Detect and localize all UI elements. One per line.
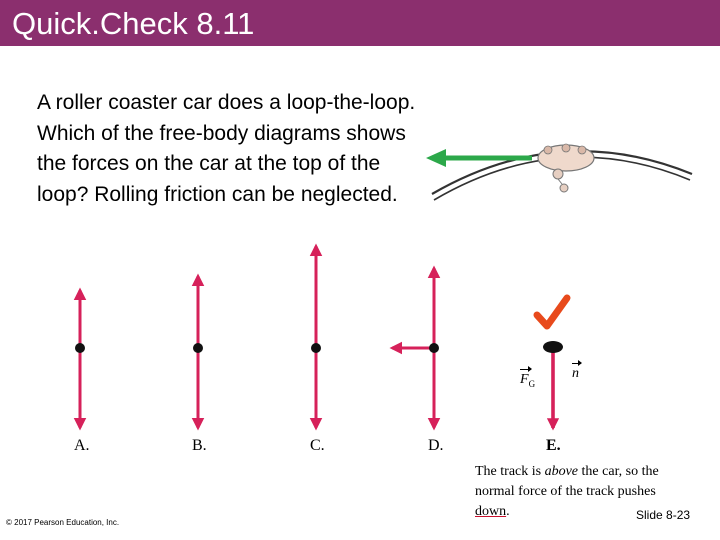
correct-checkmark-icon	[537, 298, 567, 326]
diagram-d[interactable]	[392, 268, 439, 428]
diagram-a[interactable]	[75, 290, 85, 428]
diagram-c[interactable]	[311, 246, 321, 428]
diagram-e[interactable]	[543, 341, 563, 428]
gravity-force-label: $F_G$	[520, 372, 536, 389]
label-e: E.	[546, 437, 561, 454]
explanation-note: The track is above the car, so the normal force of the track pushes down.	[475, 464, 659, 519]
label-d: D.	[428, 437, 444, 454]
diagram-b[interactable]	[193, 276, 203, 428]
note-underlined-word: down	[475, 504, 507, 519]
note-italic-word: above	[544, 464, 579, 479]
slide-title: Quick.Check 8.11	[12, 6, 255, 41]
slide-number: Slide 8-23	[636, 508, 691, 522]
question-text: A roller coaster car does a loop-the-loop. Which of the free-body diagrams shows the forces on the car at the top of the loop? Rolling friction can be neglected.	[37, 91, 416, 206]
label-c: C.	[310, 437, 325, 454]
label-a: A.	[74, 437, 90, 454]
label-b: B.	[192, 437, 207, 454]
copyright-notice: © 2017 Pearson Education, Inc.	[6, 518, 120, 527]
normal-force-label: n	[572, 366, 579, 381]
